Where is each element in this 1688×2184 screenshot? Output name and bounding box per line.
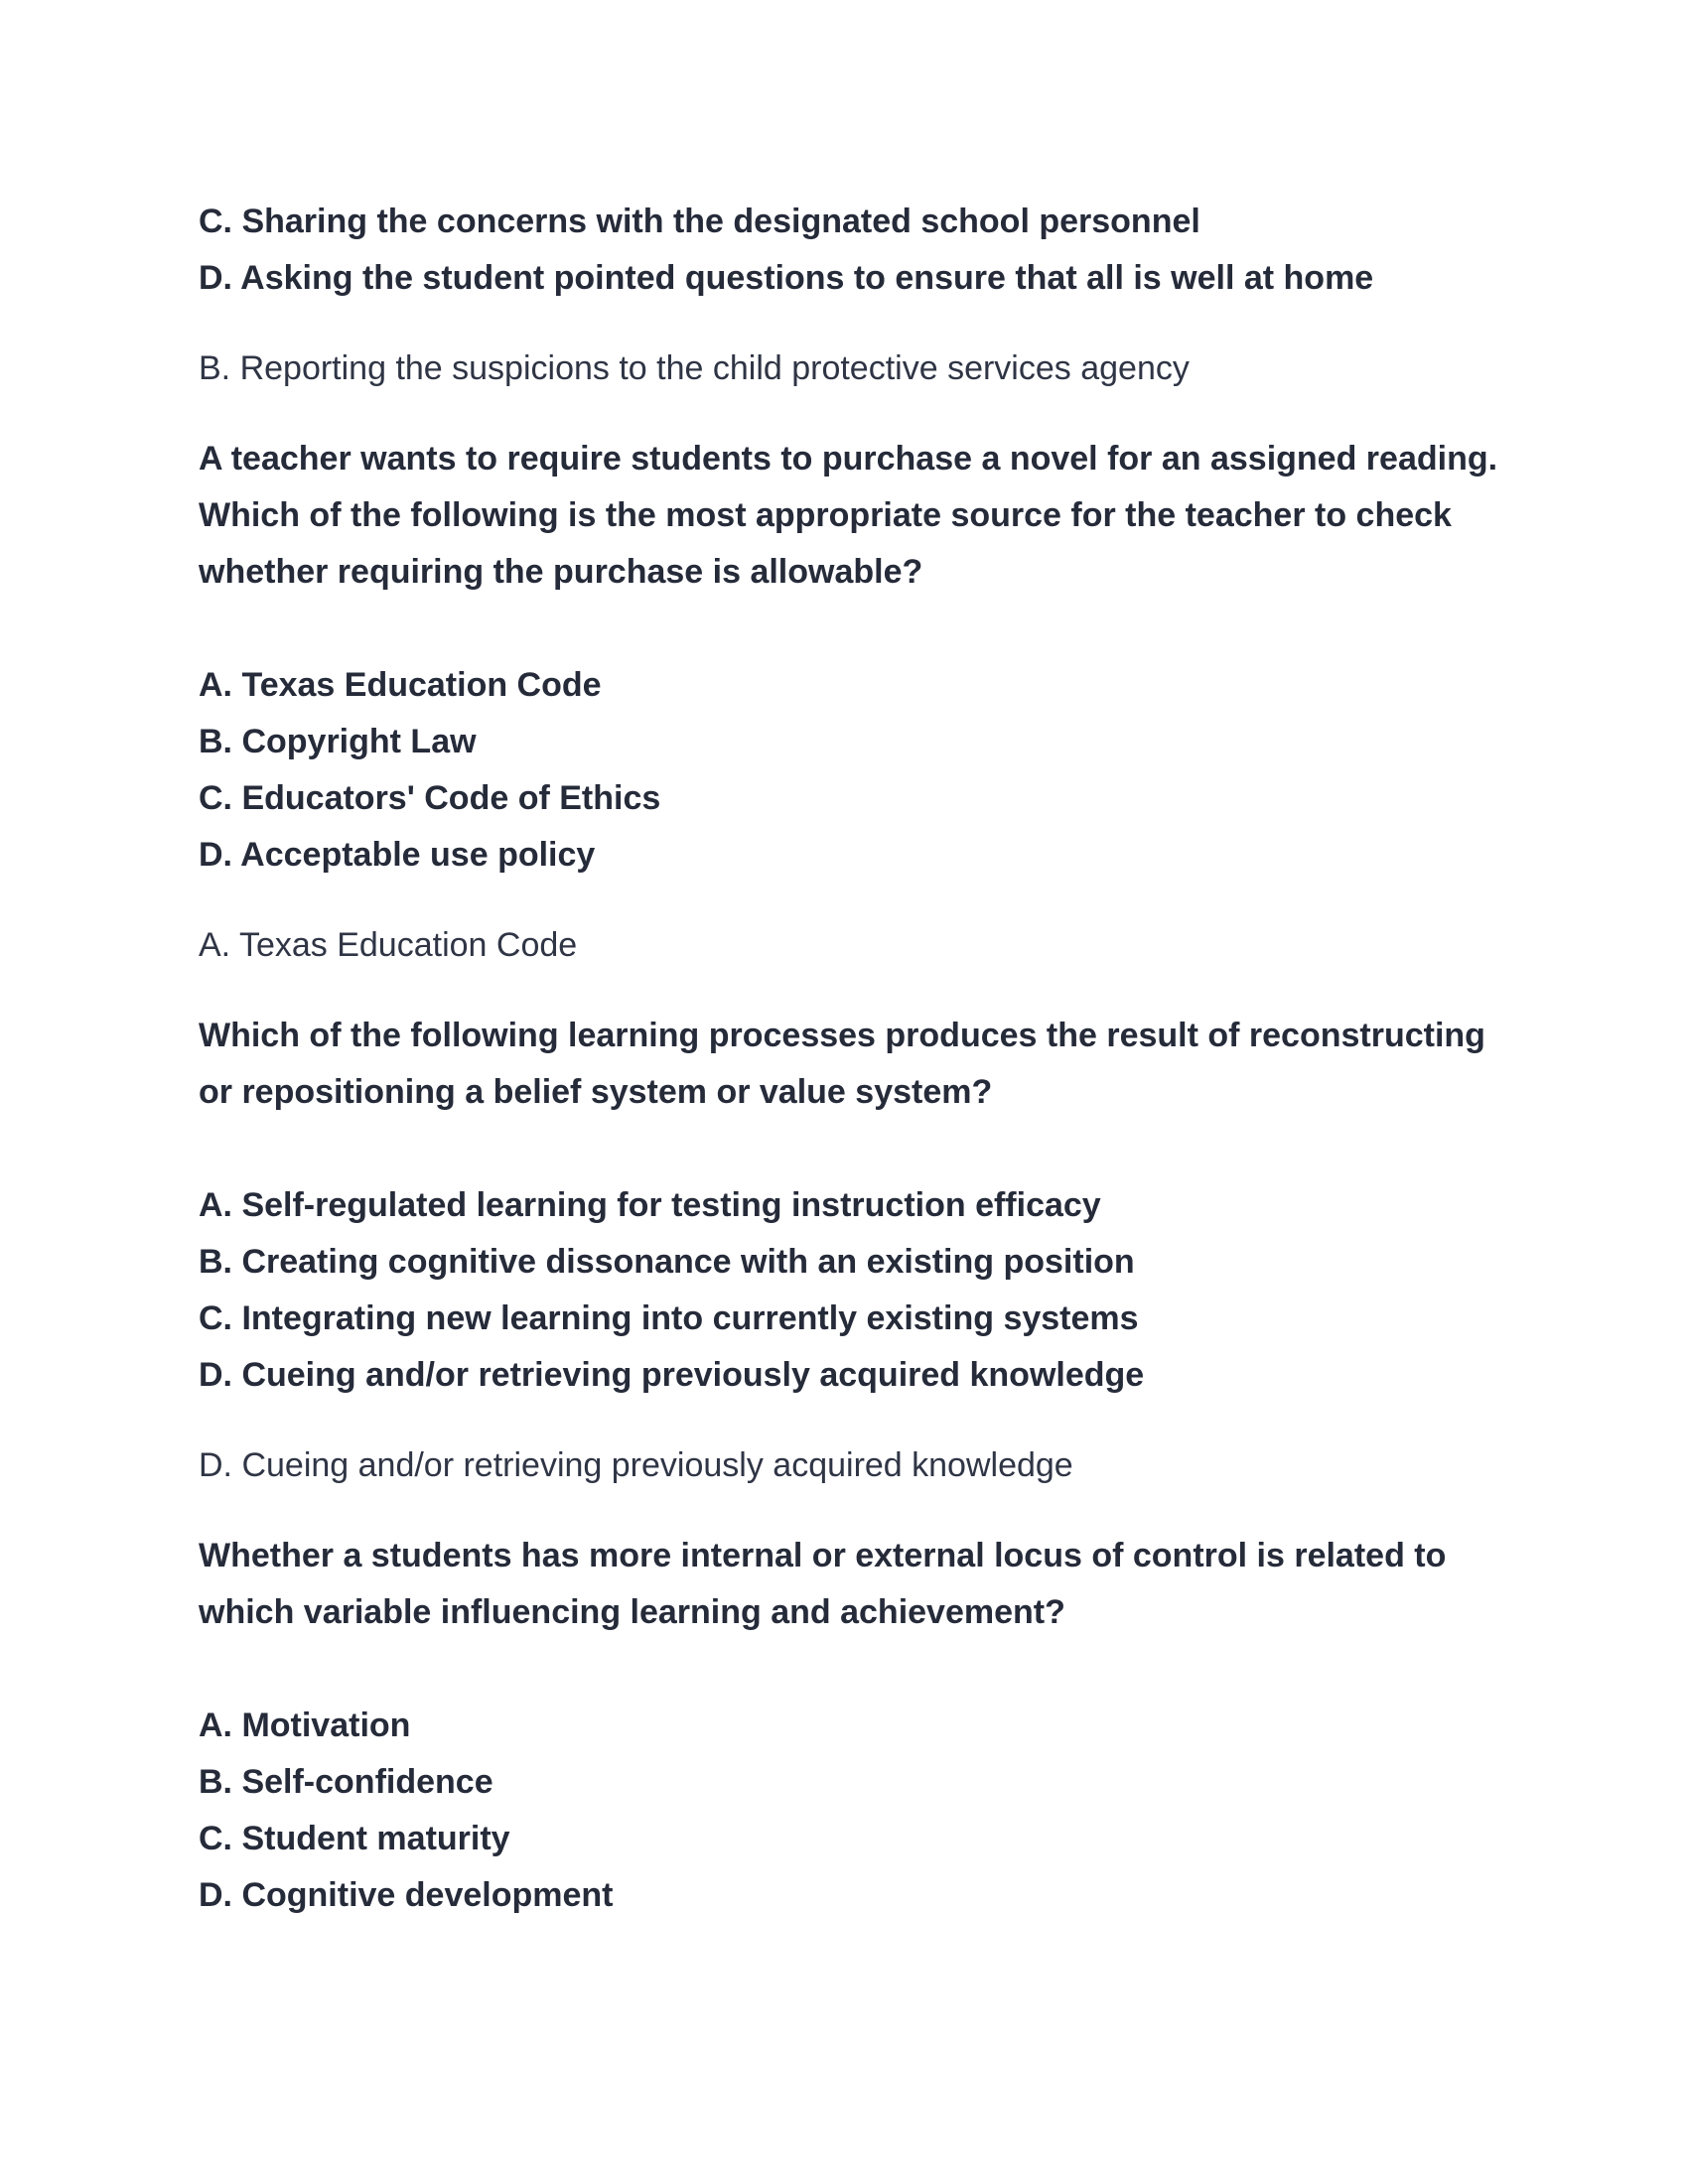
question-block <box>199 1528 1509 1924</box>
document-page <box>199 194 1509 1924</box>
answer: B. Reporting the suspicions to the child protective services agency <box>199 349 1190 387</box>
question-text: Which of the following is the most appropriate source for the teacher to check <box>199 496 1452 534</box>
question-text: whether requiring the purchase is allowable? <box>199 553 923 591</box>
option: C. Sharing the concerns with the designated school personnel <box>199 203 1200 240</box>
question-text: or repositioning a belief system or value system? <box>199 1073 993 1111</box>
question-text: A teacher wants to require students to purchase a novel for an assigned reading. <box>199 440 1498 478</box>
question-text: which variable influencing learning and achievement? <box>199 1593 1065 1631</box>
question-block <box>199 431 1509 974</box>
option: A. Motivation <box>199 1706 411 1744</box>
answer: D. Cueing and/or retrieving previously acquired knowledge <box>199 1446 1073 1484</box>
option: A. Texas Education Code <box>199 666 602 704</box>
option: C. Educators' Code of Ethics <box>199 779 661 817</box>
option: D. Cognitive development <box>199 1876 614 1914</box>
option: B. Creating cognitive dissonance with an existing position <box>199 1243 1135 1281</box>
option: B. Copyright Law <box>199 723 477 760</box>
question-block <box>199 1008 1509 1494</box>
option: D. Asking the student pointed questions to ensure that all is well at home <box>199 259 1374 297</box>
option: D. Acceptable use policy <box>199 836 596 874</box>
option: C. Student maturity <box>199 1820 510 1857</box>
option: A. Self-regulated learning for testing instruction efficacy <box>199 1186 1101 1224</box>
option: C. Integrating new learning into currently existing systems <box>199 1299 1139 1337</box>
answer: A. Texas Education Code <box>199 926 578 964</box>
question-text: Which of the following learning processes produces the result of reconstructing <box>199 1017 1485 1054</box>
question-block <box>199 194 1509 397</box>
option: D. Cueing and/or retrieving previously acquired knowledge <box>199 1356 1145 1394</box>
question-text: Whether a students has more internal or external locus of control is related to <box>199 1537 1447 1574</box>
option: B. Self-confidence <box>199 1763 493 1801</box>
